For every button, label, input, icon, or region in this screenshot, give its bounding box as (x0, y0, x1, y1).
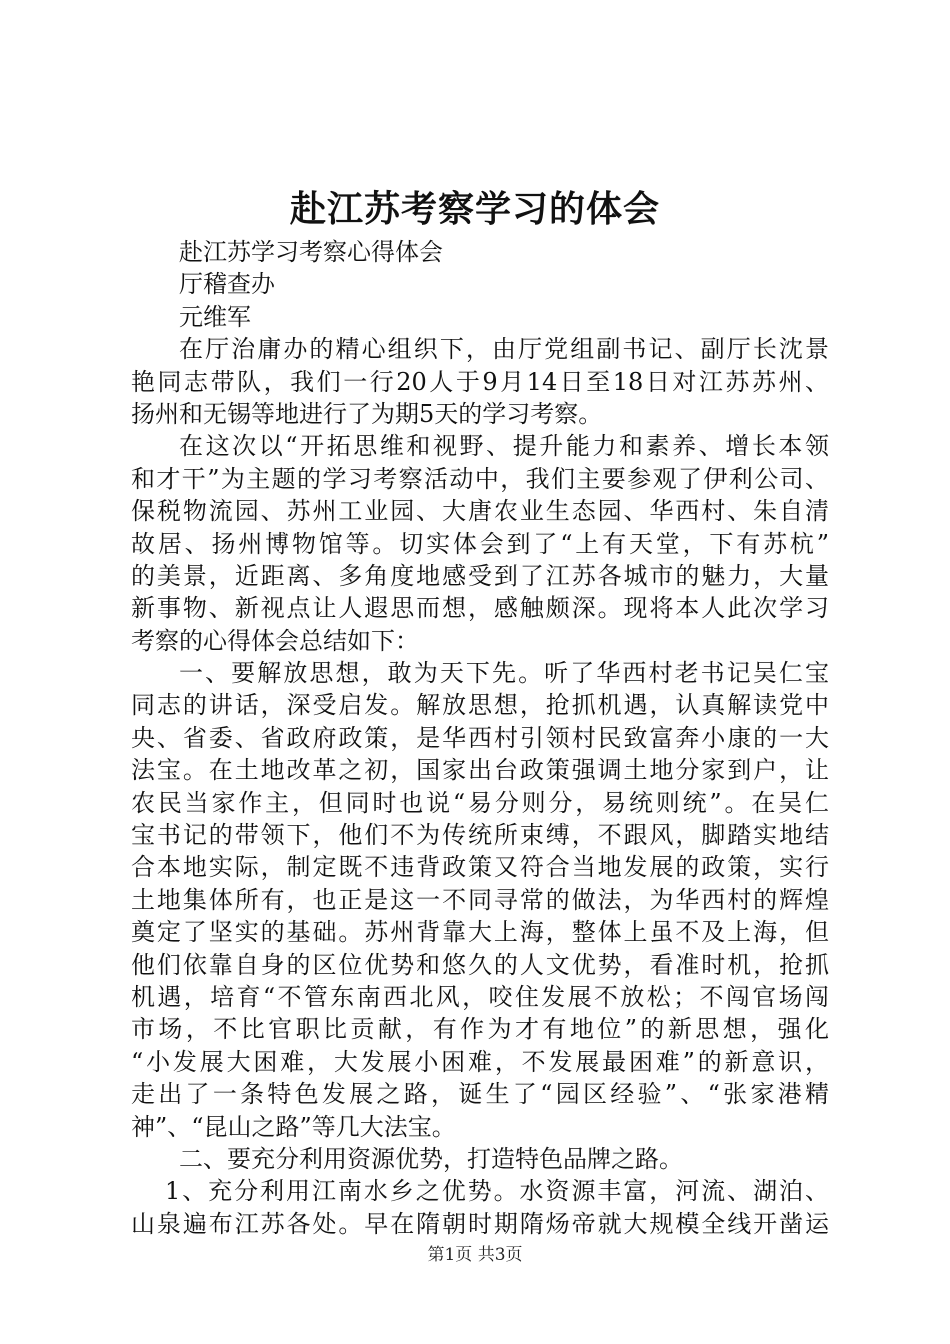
body-line: 的美景，近距离、多角度地感受到了江苏各城市的魅力，大量 (131, 561, 829, 590)
body-line: 新事物、新视点让人遐思而想，感触颇深。现将本人此次学习 (131, 594, 829, 623)
body-line: 二、要充分利用资源优势，打造特色品牌之路。 (179, 1144, 683, 1173)
body-line: 元维军 (179, 302, 251, 331)
body-line: 同志的讲话，深受启发。解放思想，抢抓机遇，认真解读党中 (131, 691, 829, 720)
document-body (131, 236, 829, 1240)
body-line: 宝书记的带领下，他们不为传统所束缚，不跟风，脚踏实地结 (131, 821, 829, 850)
body-line: 市场，不比官职比贡献，有作为才有地位”的新思想，强化 (131, 1015, 829, 1044)
document-title: 赴江苏考察学习的体会 (289, 188, 660, 230)
body-line: “小发展大困难，大发展小困难，不发展最困难”的新意识， (131, 1047, 829, 1076)
body-line: 土地集体所有，也正是这一不同寻常的做法，为华西村的辉煌 (131, 885, 829, 914)
body-line: 在厅治庸办的精心组织下，由厅党组副书记、副厅长沈景 (179, 335, 829, 364)
body-line: 农民当家作主，但同时也说“易分则分，易统则统”。在吴仁 (131, 788, 829, 817)
body-line: 和才干”为主题的学习考察活动中，我们主要参观了伊利公司、 (131, 464, 829, 493)
body-line: 赴江苏学习考察心得体会 (179, 238, 443, 266)
body-line: 神”、“昆山之路”等几大法宝。 (131, 1112, 456, 1141)
body-line: 扬州和无锡等地进行了为期5天的学习考察。 (131, 399, 603, 428)
body-line: 奠定了坚实的基础。苏州背靠大上海，整体上虽不及上海，但 (131, 918, 829, 947)
body-line: 走出了一条特色发展之路，诞生了“园区经验”、“张家港精 (131, 1080, 829, 1109)
body-line: 他们依靠自身的区位优势和悠久的人文优势，看准时机，抢抓 (131, 950, 829, 979)
page-number-footer: 第1页 共3页 (427, 1245, 523, 1265)
body-line: 在这次以“开拓思维和视野、提升能力和素养、增长本领 (179, 432, 829, 461)
body-line: 央、省委、省政府政策，是华西村引领村民致富奔小康的一大 (131, 723, 829, 752)
body-line: 故居、扬州博物馆等。切实体会到了“上有天堂，下有苏杭” (131, 529, 829, 558)
body-line: 厅稽查办 (179, 270, 275, 299)
body-line: 艳同志带队，我们一行20人于9月14日至18日对江苏苏州、 (131, 367, 829, 396)
body-line: 1、充分利用江南水乡之优势。水资源丰富，河流、湖泊、 (165, 1177, 829, 1206)
body-line: 保税物流园、苏州工业园、大唐农业生态园、华西村、朱自清 (131, 497, 829, 526)
body-line: 考察的心得体会总结如下： (131, 626, 419, 655)
body-line: 法宝。在土地改革之初，国家出台政策强调土地分家到户，让 (131, 756, 829, 785)
body-line: 山泉遍布江苏各处。早在隋朝时期隋炀帝就大规模全线开凿运 (131, 1209, 829, 1238)
body-line: 机遇，培育“不管东南西北风，咬住发展不放松；不闯官场闯 (131, 982, 829, 1011)
body-line: 一、要解放思想，敢为天下先。听了华西村老书记吴仁宝 (179, 659, 829, 688)
body-line: 合本地实际，制定既不违背政策又符合当地发展的政策，实行 (131, 853, 829, 882)
